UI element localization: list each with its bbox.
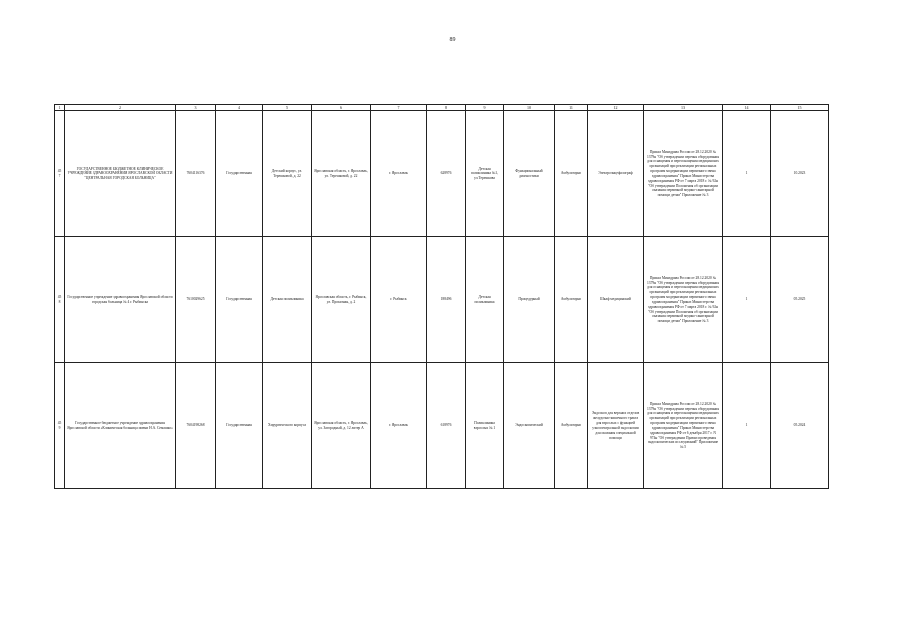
oktmo-code: 618976 xyxy=(427,363,466,489)
table-row xyxy=(55,363,829,489)
column-number: 8 xyxy=(427,105,466,111)
registry-table xyxy=(54,104,829,489)
regulatory-order: Приказ Минздрава России от 28.12.2020 № 1379н "Об утверждении перечня оборудования для оснащения и переоснащения медицинских организаций при реализации региональных программ модернизации первичного звена здравоохранения" Приказ Министерства здравоохранения РФ от 7 марта 2018 г. № 92н "Об утверждении Положения об организации оказания первичной медико-санитарной помощи детям" Приложение № 3 xyxy=(644,237,723,363)
column-number: 14 xyxy=(723,105,771,111)
column-number: 11 xyxy=(555,105,588,111)
ownership-form: Государственная xyxy=(216,363,263,489)
column-number: 6 xyxy=(312,105,371,111)
equipment-name: Эндоскоп для верхних отделов желудочно-кишечного тракта для взрослых с функцией узкоспектральной эндоскопии для оказания специальной помощи xyxy=(588,363,644,489)
structural-unit: Детская поликлиника xyxy=(263,237,312,363)
row-number: 459 xyxy=(55,363,65,489)
table-row xyxy=(55,237,829,363)
cabinet-type: Процедурный xyxy=(504,237,555,363)
regulatory-order: Приказ Минздрава России от 28.12.2020 № 1379н "Об утверждении перечня оборудования для оснащения и переоснащения медицинских организаций при реализации региональных программ модернизации первичного звена здравоохранения" Приказ Министерства здравоохранения РФ от 6 декабря 2017 г. N 974н "Об утверждении Правил проведения эндоскопических исследований" Приложение № 5 xyxy=(644,363,723,489)
column-number: 12 xyxy=(588,105,644,111)
oktmo-code: 188496 xyxy=(427,237,466,363)
address: Ярославская область, г. Рыбинск, ул. Прокатная, д. 2 xyxy=(312,237,371,363)
row-number: 458 xyxy=(55,237,65,363)
address: Ярославская область, г. Ярославль, ул. Терешковой, д. 22 xyxy=(312,111,371,237)
inn: 7604116376 xyxy=(176,111,216,237)
subunit: Детская поликлиника №1, ул.Терешкова xyxy=(466,111,504,237)
cabinet-type: Эндоскопический xyxy=(504,363,555,489)
column-number: 4 xyxy=(216,105,263,111)
structural-unit: Детский корпус, ул. Терешковой, д. 22 xyxy=(263,111,312,237)
care-conditions: Амбулаторно xyxy=(555,237,588,363)
column-number: 2 xyxy=(65,105,176,111)
equipment-name: Шкаф медицинский xyxy=(588,237,644,363)
settlement: г. Ярославль xyxy=(371,111,427,237)
organization-name: ГОСУДАРСТВЕННОЕ БЮДЖЕТНОЕ КЛИНИЧЕСКОЕ УЧРЕЖДЕНИЕ ЗДРАВООХРАНЕНИЯ ЯРОСЛАВСКОЙ ОБЛАСТИ "ЦЕНТРАЛЬНАЯ ГОРОДСКАЯ БОЛЬНИЦА" xyxy=(65,111,176,237)
row-number: 457 xyxy=(55,111,65,237)
inn: 7604198268 xyxy=(176,363,216,489)
address: Ярославская область, г. Ярославль, ул. Загородный, д. 12 литер А xyxy=(312,363,371,489)
cabinet-type: Функциональный диагностики xyxy=(504,111,555,237)
delivery-date: 10.2023 xyxy=(771,111,829,237)
column-number: 10 xyxy=(504,105,555,111)
quantity: 1 xyxy=(723,363,771,489)
care-conditions: Амбулаторно xyxy=(555,111,588,237)
equipment-name: Электроэнцефалограф xyxy=(588,111,644,237)
page-number: 89 xyxy=(449,37,456,43)
settlement: г. Ярославль xyxy=(371,363,427,489)
delivery-date: 05.2025 xyxy=(771,237,829,363)
column-number: 5 xyxy=(263,105,312,111)
delivery-date: 05.2024 xyxy=(771,363,829,489)
table-row xyxy=(55,111,829,237)
column-number: 7 xyxy=(371,105,427,111)
subunit: Детская поликлиника xyxy=(466,237,504,363)
inn: 7610029625 xyxy=(176,237,216,363)
care-conditions: Амбулаторно xyxy=(555,363,588,489)
ownership-form: Государственная xyxy=(216,237,263,363)
column-number: 13 xyxy=(644,105,723,111)
column-number: 3 xyxy=(176,105,216,111)
organization-name: Государственное учреждение здравоохранения Ярославской области городская больница № 4 г. Рыбинска xyxy=(65,237,176,363)
subunit: Поликлиника взрослых № 1 xyxy=(466,363,504,489)
oktmo-code: 628976 xyxy=(427,111,466,237)
ownership-form: Государственная xyxy=(216,111,263,237)
settlement: г. Рыбинск xyxy=(371,237,427,363)
organization-name: Государственное бюджетное учреждение здравоохранения Ярославской области «Клиническая больница имени Н.А. Семашко» xyxy=(65,363,176,489)
quantity: 1 xyxy=(723,111,771,237)
column-number: 9 xyxy=(466,105,504,111)
quantity: 1 xyxy=(723,237,771,363)
column-number: 15 xyxy=(771,105,829,111)
structural-unit: Хирургического корпуса xyxy=(263,363,312,489)
column-number: 1 xyxy=(55,105,65,111)
regulatory-order: Приказ Минздрава России от 28.12.2020 № 1379н "Об утверждении перечня оборудования для оснащения и переоснащения медицинских организаций при реализации региональных программ модернизации первичного звена здравоохранения" Приказ Министерства здравоохранения РФ от 7 марта 2018 г. № 92н "Об утверждении Положения об организации оказания первичной медико-санитарной помощи детям" Приложение № 3 xyxy=(644,111,723,237)
